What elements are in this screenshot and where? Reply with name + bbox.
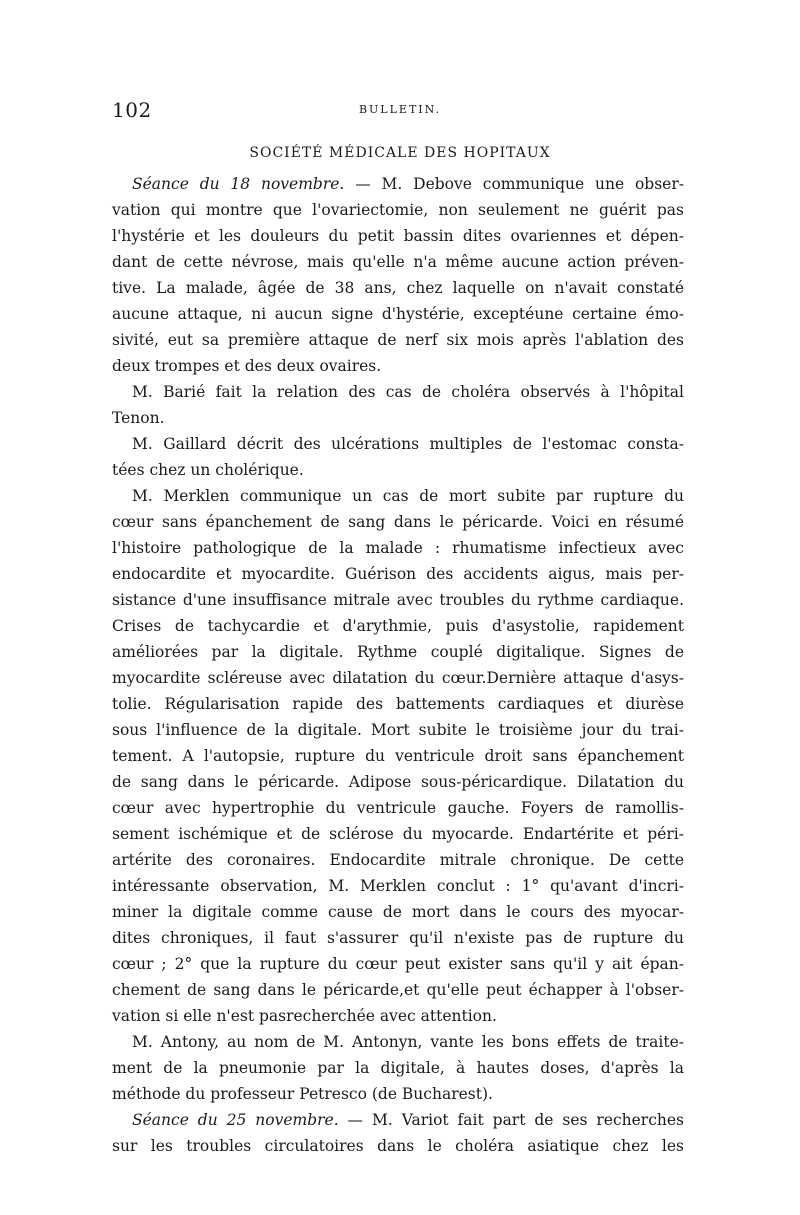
- text-line: endocardite et myocardite. Guérison des accidents aigus, mais per-: [112, 565, 684, 583]
- paragraph-barie: [112, 379, 684, 431]
- text-line: chement de sang dans le péricarde,et qu'elle peut échapper à l'obser-: [112, 981, 684, 999]
- text-line: cœur ; 2° que la rupture du cœur peut exister sans qu'il y ait épan-: [112, 955, 684, 973]
- paragraph-seance-25-novembre: [112, 1107, 684, 1159]
- text-line: ment de la pneumonie par la digitale, à hautes doses, d'après la: [112, 1059, 684, 1077]
- text-line: l'histoire pathologique de la malade : rhumatisme infectieux avec: [112, 539, 684, 557]
- text-line: sement ischémique et de sclérose du myocarde. Endartérite et péri-: [112, 825, 684, 843]
- page-number: 102: [112, 98, 152, 122]
- text-line: Séance du 18 novembre. — M. Debove communique une obser-: [132, 175, 684, 193]
- running-head: BULLETIN.: [358, 103, 442, 116]
- text-line: tolie. Régularisation rapide des battements cardiaques et diurèse: [112, 695, 684, 713]
- text-line: deux trompes et des deux ovaires.: [112, 357, 382, 375]
- text-line: dites chroniques, il faut s'assurer qu'il n'existe pas de rupture du: [112, 929, 684, 947]
- body-text: [112, 171, 684, 1159]
- text-line: sur les troubles circulatoires dans le choléra asiatique chez les: [112, 1137, 684, 1155]
- paragraph-seance-18-novembre: [112, 171, 684, 379]
- paragraph-merklen: [112, 483, 684, 1029]
- text-line: Crises de tachycardie et d'arythmie, puis d'asystolie, rapidement: [112, 617, 684, 635]
- section-title: SOCIÉTÉ MÉDICALE DES HOPITAUX: [249, 145, 551, 161]
- text-line: sivité, eut sa première attaque de nerf six mois après l'ablation des: [112, 331, 684, 349]
- text-line: artérite des coronaires. Endocardite mitrale chronique. De cette: [112, 851, 684, 869]
- text-line: myocardite scléreuse avec dilatation du cœur.Dernière attaque d'asys-: [112, 669, 684, 687]
- text-line: M. Merklen communique un cas de mort subite par rupture du: [132, 487, 684, 505]
- text-line: tement. A l'autopsie, rupture du ventricule droit sans épanchement: [112, 747, 684, 765]
- paragraph-antony: [112, 1029, 684, 1107]
- text-line: sous l'influence de la digitale. Mort subite le troisième jour du trai-: [112, 721, 684, 739]
- text-line: M. Barié fait la relation des cas de choléra observés à l'hôpital: [132, 383, 684, 401]
- text-line: M. Gaillard décrit des ulcérations multiples de l'estomac consta-: [132, 435, 684, 453]
- text-line: cœur avec hypertrophie du ventricule gauche. Foyers de ramollis-: [112, 799, 684, 817]
- text-line: tive. La malade, âgée de 38 ans, chez laquelle on n'avait constaté: [112, 279, 684, 297]
- text-line: Séance du 25 novembre. — M. Variot fait part de ses recherches: [132, 1111, 684, 1129]
- text-line: cœur sans épanchement de sang dans le péricarde. Voici en résumé: [112, 513, 684, 531]
- text-line: Tenon.: [112, 409, 165, 427]
- text-line: l'hystérie et les douleurs du petit bassin dites ovariennes et dépen-: [112, 227, 684, 245]
- text-line: intéressante observation, M. Merklen conclut : 1° qu'avant d'incri-: [112, 877, 684, 895]
- text-line: aucune attaque, ni aucun signe d'hystérie, exceptéune certaine émo-: [112, 305, 684, 323]
- text-line: M. Antony, au nom de M. Antonyn, vante les bons effets de traite-: [132, 1033, 684, 1051]
- text-line: sistance d'une insuffisance mitrale avec troubles du rythme cardiaque.: [112, 591, 684, 609]
- session-date: Séance du 18 novembre.: [132, 175, 345, 193]
- text-line: dant de cette névrose, mais qu'elle n'a même aucune action préven-: [112, 253, 684, 271]
- text-line: tées chez un cholérique.: [112, 461, 304, 479]
- text-line: miner la digitale comme cause de mort dans le cours des myocar-: [112, 903, 684, 921]
- text-line: vation si elle n'est pasrecherchée avec attention.: [112, 1007, 497, 1025]
- paragraph-gaillard: [112, 431, 684, 483]
- text-line: vation qui montre que l'ovariectomie, non seulement ne guérit pas: [112, 201, 684, 219]
- text-line: méthode du professeur Petresco (de Bucharest).: [112, 1085, 493, 1103]
- text-line: de sang dans le péricarde. Adipose sous-péricardique. Dilatation du: [112, 773, 684, 791]
- session-date: Séance du 25 novembre.: [132, 1111, 339, 1129]
- text-line: améliorées par la digitale. Rythme couplé digitalique. Signes de: [112, 643, 684, 661]
